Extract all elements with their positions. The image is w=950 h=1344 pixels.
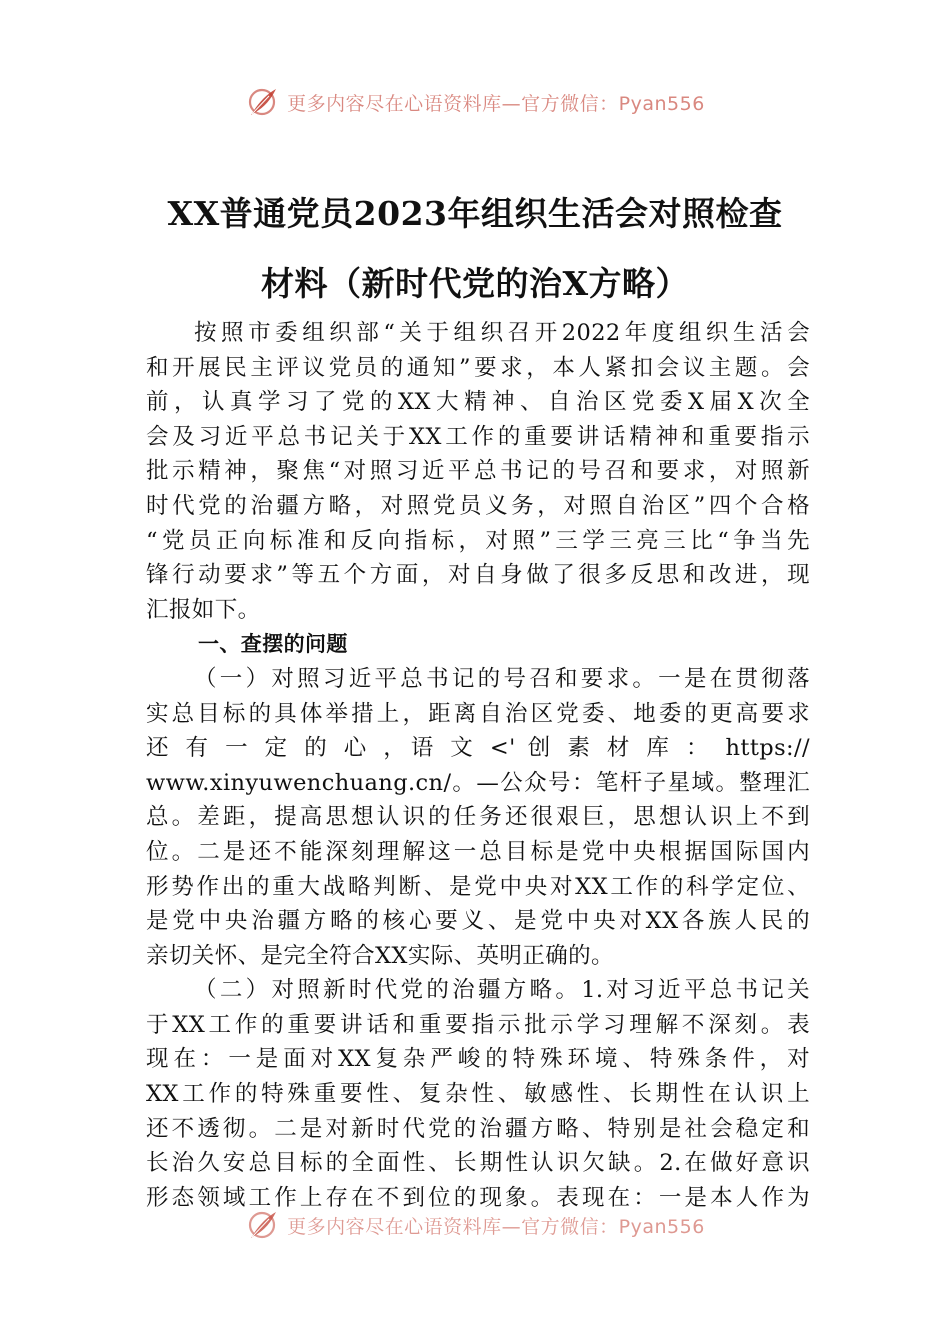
- document-title-line-2: 材料（新时代党的治X方略）: [260, 264, 690, 303]
- body-line: （一）对照习近平总书记的号召和要求。一是在贯彻落: [194, 665, 810, 692]
- body-line: 前，认真学习了党的XX大精神、自治区党委X届X次全: [146, 389, 810, 416]
- section-heading: 一、查摆的问题: [198, 632, 348, 657]
- body-line: 形态领域工作上存在不到位的现象。表现在：一是本人作为: [146, 1184, 810, 1211]
- watermark-text: 更多内容尽在心语资料库—官方微信：Pyan556: [287, 92, 705, 115]
- body-line: 位。二是还不能深刻理解这一总目标是党中央根据国际国内: [146, 838, 810, 865]
- body-line: 长治久安总目标的全面性、长期性认识欠缺。2.在做好意识: [146, 1150, 810, 1177]
- body-line: 和开展民主评议党员的通知”要求，本人紧扣会议主题。会: [146, 354, 810, 381]
- body-line: 现在：一是面对XX复杂严峻的特殊环境、特殊条件，对: [146, 1046, 810, 1073]
- body-line: 实总目标的具体举措上，距离自治区党委、地委的更高要求: [146, 700, 810, 727]
- body-line: “党员正向标准和反向指标，对照”三学三亮三比“争当先: [146, 527, 810, 554]
- feather-quill-logo-icon: [245, 85, 279, 119]
- feather-quill-logo-icon: [245, 1208, 279, 1242]
- header-watermark: [0, 84, 950, 120]
- body-line: 还 有 一 定 的 心 ，语 文 <' 创 素 材 库 ： https://: [146, 735, 810, 762]
- body-line: 批示精神，聚焦“对照习近平总书记的号召和要求，对照新: [146, 458, 810, 485]
- footer-watermark: [0, 1208, 950, 1242]
- watermark-text: 更多内容尽在心语资料库—官方微信：Pyan556: [287, 1215, 705, 1238]
- body-line: 还不透彻。二是对新时代党的治疆方略、特别是社会稳定和: [146, 1115, 810, 1142]
- body-line: 于XX工作的重要讲话和重要指示批示学习理解不深刻。表: [146, 1011, 810, 1038]
- body-line: 锋行动要求”等五个方面，对自身做了很多反思和改进，现: [146, 562, 810, 589]
- body-line: 形势作出的重大战略判断、是党中央对XX工作的科学定位、: [146, 873, 810, 900]
- document-body: [146, 316, 810, 1215]
- body-line: 按照市委组织部“关于组织召开2022年度组织生活会: [194, 320, 810, 346]
- body-line: （二）对照新时代党的治疆方略。1.对习近平总书记关: [194, 977, 810, 1004]
- body-line: 会及习近平总书记关于XX工作的重要讲话精神和重要指示: [146, 423, 810, 450]
- body-line: XX工作的特殊重要性、复杂性、敏感性、长期性在认识上: [146, 1081, 810, 1108]
- document-title-line-1: XX普通党员2023年组织生活会对照检查: [167, 194, 783, 233]
- body-line: 时代党的治疆方略，对照党员义务，对照自治区”四个合格: [146, 492, 810, 519]
- body-line: www.xinyuwenchuang.cn/。—公众号：笔杆子星域。整理汇: [146, 769, 810, 796]
- body-line: 是党中央治疆方略的核心要义、是党中央对XX各族人民的: [146, 908, 810, 935]
- body-line: 总。差距，提高思想认识的任务还很艰巨，思想认识上不到: [146, 804, 810, 831]
- body-line: 亲切关怀、是完全符合XX实际、英明正确的。: [146, 942, 614, 969]
- body-line: 汇报如下。: [146, 596, 261, 623]
